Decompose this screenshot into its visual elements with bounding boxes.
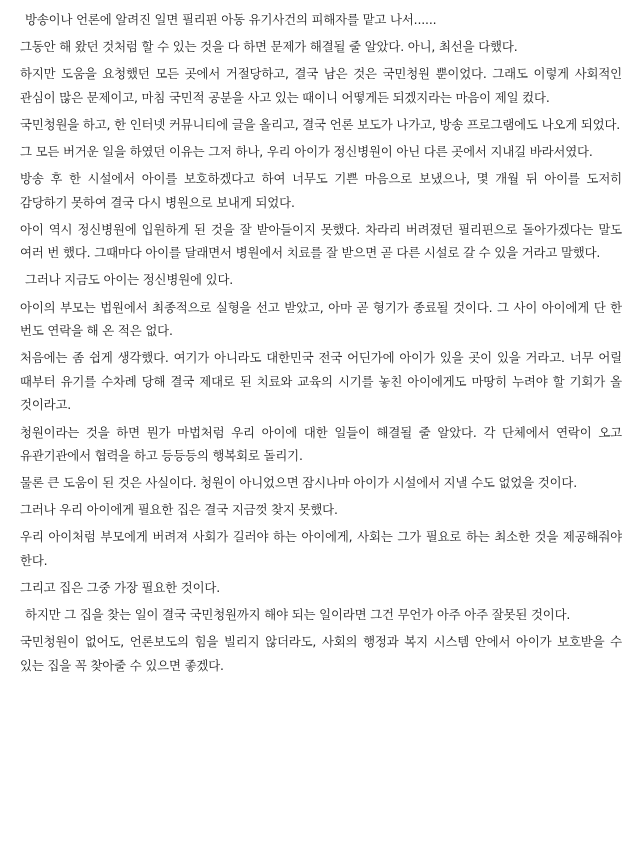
paragraph: 청원이라는 것을 하면 뭔가 마법처럼 우리 아이에 대한 일들이 해결될 줄 알았다. 각 단체에서 연락이 오고 유관기관에서 협력을 하고 등등등의 행복회로 돌리기.: [20, 424, 622, 464]
paragraph: 처음에는 좀 쉽게 생각했다. 여기가 아니라도 대한민국 전국 어딘가에 아이가 있을 곳이 있을 거라고. 너무 어릴 때부터 유기를 수차례 당해 결국 제대로 된 치료와 교육의 시기를 놓친 아이에게도 마땅히 누려야 할 기회가 올 것이라고.: [20, 350, 622, 413]
paragraph: 그리고 집은 그중 가장 필요한 것이다.: [20, 580, 221, 596]
paragraph: 아이의 부모는 법원에서 최종적으로 실형을 선고 받았고, 아마 곧 형기가 종료될 것이다. 그 사이 아이에게 단 한 번도 연락을 해 온 적은 없다.: [20, 299, 622, 339]
paragraph: 물론 큰 도움이 된 것은 사실이다. 청원이 아니었으면 잠시나마 아이가 시설에서 지낼 수도 없었을 것이다.: [20, 475, 578, 491]
paragraph: 국민청원이 없어도, 언론보도의 힘을 빌리지 않더라도, 사회의 행정과 복지 시스템 안에서 아이가 보호받을 수 있는 집을 꼭 찾아줄 수 있으면 좋겠다.: [20, 634, 622, 673]
paragraph: 그러나 지금도 아이는 정신병원에 있다.: [25, 272, 234, 288]
paragraph: 하지만 도움을 요청했던 모든 곳에서 거절당하고, 결국 남은 것은 국민청원 뿐이었다. 그래도 이렇게 사회적인 관심이 많은 문제이고, 마침 국민적 공분을 사고 있는 때이니 어떻게든 되겠지라는 마음이 제일 컸다.: [20, 66, 622, 105]
paragraph: 방송 후 한 시설에서 아이를 보호하겠다고 하여 너무도 기쁜 마음으로 보냈으나, 몇 개월 뒤 아이를 도저히 감당하기 못하여 결국 다시 병원으로 보내게 되었다.: [20, 171, 622, 210]
paragraph-intro: 방송이나 언론에 알려진 일면 필리핀 아동 유기사건의 피해자를 맡고 나서......: [25, 12, 437, 27]
paragraph: 그동안 해 왔던 것처럼 할 수 있는 것을 다 하면 문제가 해결될 줄 알았다. 아니, 최선을 다했다.: [20, 39, 518, 55]
paragraph: 아이 역시 정신병원에 입원하게 된 것을 잘 받아들이지 못했다. 차라리 버려졌던 필리핀으로 돌아가겠다는 말도 여러 번 했다. 그때마다 아이를 달래면서 병원에서 치료를 잘 받으면 곧 다른 시설로 갈 수 있을 거라고 말했다.: [20, 221, 622, 261]
paragraph: 국민청원을 하고, 한 인터넷 커뮤니티에 글을 올리고, 결국 언론 보도가 나가고, 방송 프로그램에도 나오게 되었다.: [20, 116, 621, 132]
paragraph: 우리 아이처럼 부모에게 버려져 사회가 길러야 하는 아이에게, 사회는 그가 필요로 하는 최소한 것을 제공해줘야 한다.: [20, 529, 622, 568]
paragraph: 그 모든 버거운 일을 하였던 이유는 그저 하나, 우리 아이가 정신병원이 아닌 다른 곳에서 지내길 바라서였다.: [20, 143, 593, 159]
paragraph: 하지만 그 집을 찾는 일이 결국 국민청원까지 해야 되는 일이라면 그건 무언가 아주 아주 잘못된 것이다.: [25, 607, 571, 623]
paragraph: 그러나 우리 아이에게 필요한 집은 결국 지금껏 찾지 못했다.: [20, 502, 338, 518]
